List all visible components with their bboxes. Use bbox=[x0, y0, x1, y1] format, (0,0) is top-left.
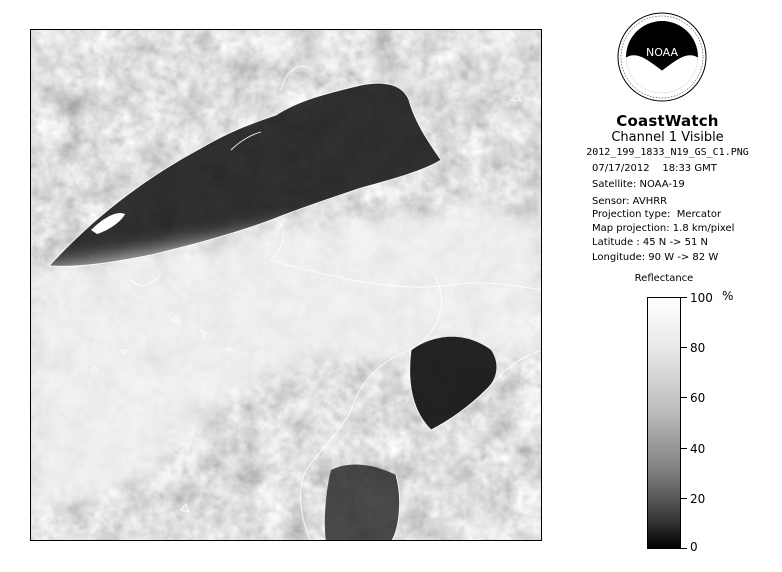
colorbar-tick-label: 0 bbox=[690, 540, 698, 554]
lake-michigan-water bbox=[325, 465, 400, 541]
longitude-range: Longitude: 90 W -> 82 W bbox=[592, 252, 719, 263]
colorbar-tick-label: 40 bbox=[690, 442, 706, 456]
colorbar-tick-label: 20 bbox=[690, 492, 706, 506]
channel-label: Channel 1 Visible bbox=[611, 130, 724, 145]
date-time: 07/17/2012 18:33 GMT bbox=[592, 163, 717, 174]
colorbar-tick-label: 60 bbox=[690, 391, 706, 405]
colorbar-tick bbox=[681, 297, 687, 298]
colorbar-tick bbox=[681, 347, 687, 348]
file-name: 2012_199_1833_N19_GS_C1.PNG bbox=[586, 147, 749, 158]
legend-title: Reflectance bbox=[634, 273, 694, 284]
noaa-logo-text: NOAA bbox=[645, 46, 679, 59]
colorbar-tick bbox=[681, 548, 687, 549]
satellite-image bbox=[30, 29, 542, 541]
reflectance-colorbar bbox=[647, 297, 681, 549]
colorbar-tick-label: 80 bbox=[690, 341, 706, 355]
noaa-logo bbox=[617, 12, 707, 102]
satellite-label: Satellite: NOAA-19 bbox=[592, 179, 685, 190]
colorbar-tick-label: 100 bbox=[690, 291, 713, 305]
colorbar-tick bbox=[681, 397, 687, 398]
legend-unit: % bbox=[722, 289, 734, 303]
projection-type: Projection type: Mercator bbox=[592, 209, 722, 220]
colorbar-tick bbox=[681, 498, 687, 499]
latitude-range: Latitude : 45 N -> 51 N bbox=[592, 237, 708, 248]
map-projection: Map projection: 1.8 km/pixel bbox=[592, 223, 735, 234]
sensor-label: Sensor: AVHRR bbox=[592, 196, 668, 207]
brand-title: CoastWatch bbox=[616, 112, 719, 130]
coastline-map bbox=[31, 30, 542, 541]
colorbar-tick bbox=[681, 448, 687, 449]
